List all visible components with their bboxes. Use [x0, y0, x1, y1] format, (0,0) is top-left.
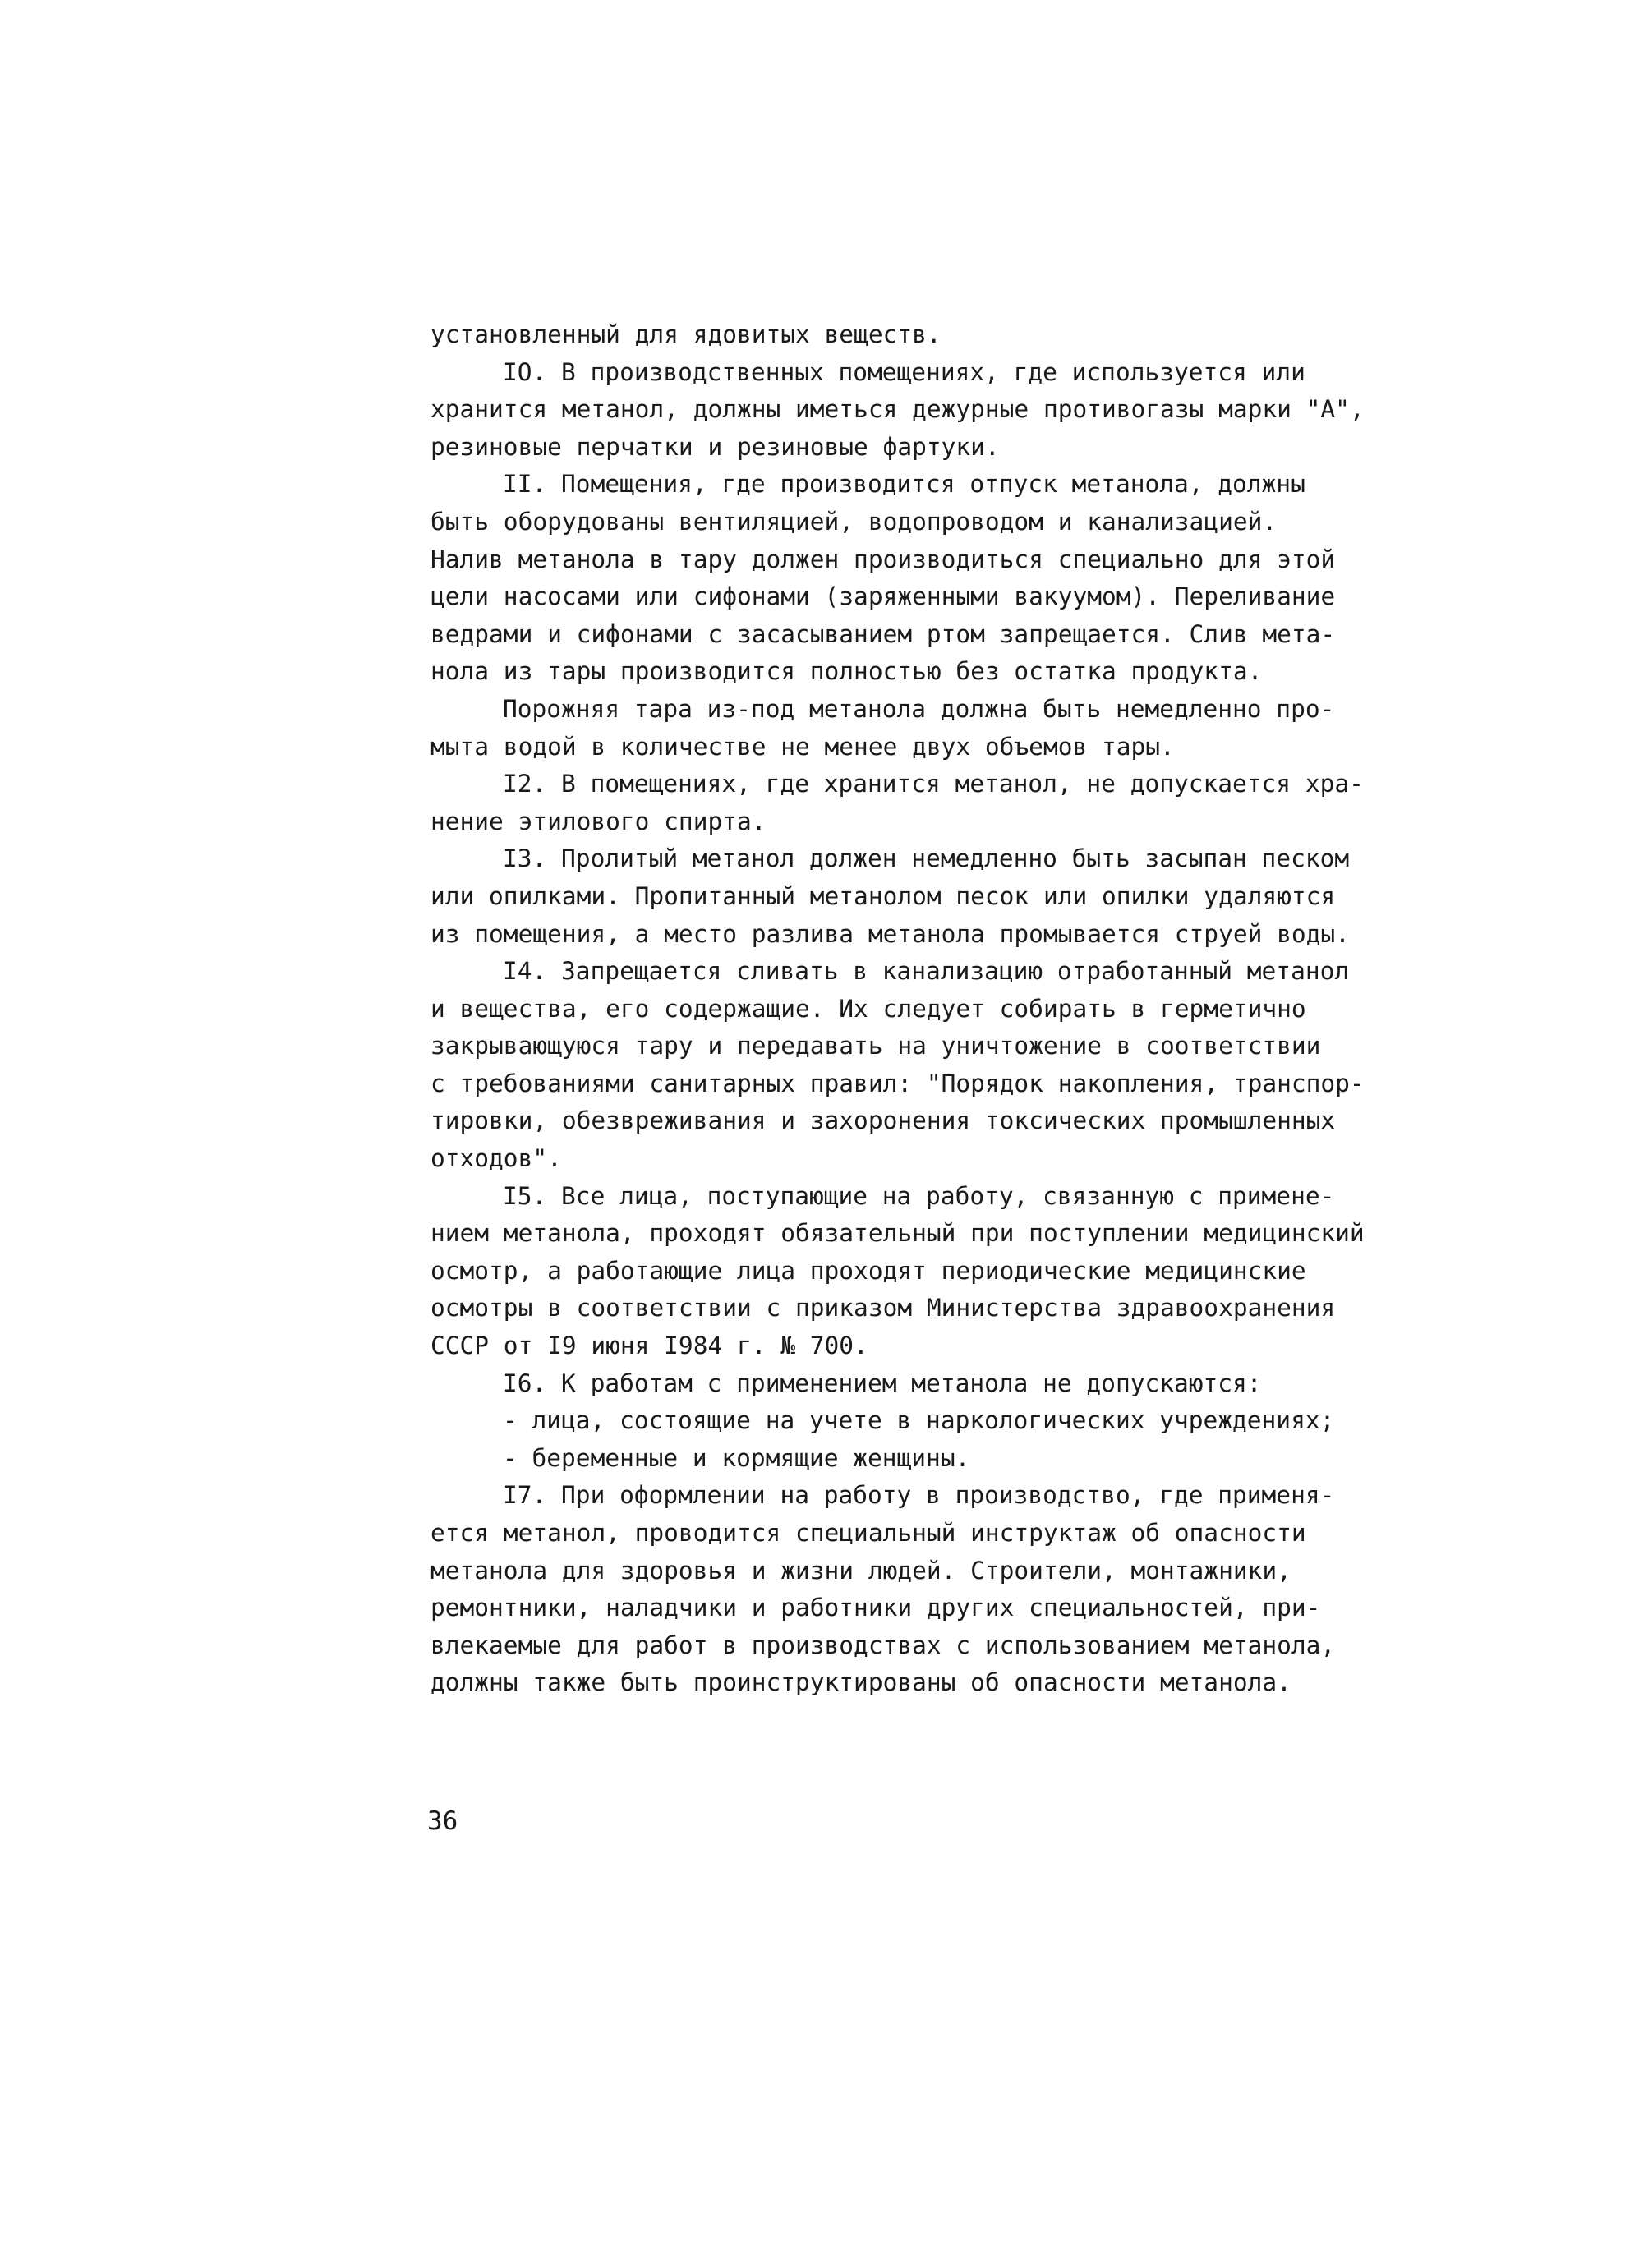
text-line: и вещества, его содержащие. Их следует собирать в герметично — [430, 994, 1306, 1023]
text-line: ремонтники, наладчики и работники других специальностей, при- — [430, 1594, 1321, 1622]
text-line: осмотр, а работающие лица проходят периодические медицинские — [430, 1256, 1306, 1285]
text-line: I5. Все лица, поступающие на работу, связанную с примене- — [503, 1181, 1335, 1210]
text-line: отходов". — [430, 1144, 562, 1173]
text-line: или опилками. Пропитанный метанолом песок или опилки удаляются — [430, 881, 1336, 910]
text-line: тировки, обезвреживания и захоронения токсических промышленных — [430, 1106, 1336, 1135]
text-line: - лица, состоящие на учете в наркологических учреждениях; — [503, 1406, 1335, 1435]
text-line: хранится метанол, должны иметься дежурные противогазы марки "А", — [430, 395, 1365, 424]
text-line: закрывающуюся тару и передавать на уничтожение в соответствии — [430, 1032, 1321, 1060]
text-line: влекаемые для работ в производствах с использованием метанола, — [430, 1631, 1336, 1659]
document-body — [430, 316, 1446, 1702]
text-line: ведрами и сифонами с засасыванием ртом запрещается. Слив мета- — [430, 619, 1336, 648]
text-line: ется метанол, проводится специальный инструктаж об опасности — [430, 1519, 1306, 1547]
text-line: - беременные и кормящие женщины. — [503, 1443, 970, 1472]
text-line: Налив метанола в тару должен производиться специально для этой — [430, 545, 1336, 573]
page-number: 36 — [427, 1806, 458, 1836]
text-line: установленный для ядовитых веществ. — [430, 320, 942, 348]
text-line: из помещения, а место разлива метанола промывается струей воды. — [430, 919, 1350, 948]
text-line: I6. К работам с применением метанола не допускаются: — [503, 1369, 1262, 1397]
text-line: II. Помещения, где производится отпуск метанола, должны — [503, 470, 1305, 499]
text-line: нием метанола, проходят обязательный при поступлении медицинский — [430, 1219, 1365, 1248]
text-line: I4. Запрещается сливать в канализацию отработанный метанол — [503, 957, 1350, 986]
text-line: осмотры в соответствии с приказом Министерства здравоохранения — [430, 1294, 1336, 1323]
text-line: IO. В производственных помещениях, где используется или — [503, 357, 1305, 386]
text-line: с требованиями санитарных правил: "Порядок накопления, транспор- — [430, 1069, 1365, 1097]
text-line: I2. В помещениях, где хранится метанол, не допускается хра- — [503, 770, 1364, 798]
text-line: мыта водой в количестве не менее двух объемов тары. — [430, 732, 1175, 761]
text-line: быть оборудованы вентиляцией, водопроводом и канализацией. — [430, 507, 1278, 536]
text-line: резиновые перчатки и резиновые фартуки. — [430, 432, 1000, 461]
text-line: I3. Пролитый метанол должен немедленно быть засыпан песком — [503, 844, 1350, 873]
text-line: нение этилового спирта. — [430, 807, 767, 835]
text-line: цели насосами или сифонами (заряженными вакуумом). Переливание — [430, 582, 1336, 611]
text-line: метанола для здоровья и жизни людей. Строители, монтажники, — [430, 1556, 1291, 1585]
text-line: Порожняя тара из-под метанола должна быть немедленно про- — [503, 694, 1335, 723]
text-line: СССР от I9 июня I984 г. № 700. — [430, 1332, 868, 1360]
text-line: должны также быть проинструктированы об опасности метанола. — [430, 1668, 1291, 1697]
text-line: I7. При оформлении на работу в производство, где применя- — [503, 1481, 1335, 1510]
text-line: нола из тары производится полностью без остатка продукта. — [430, 657, 1263, 686]
